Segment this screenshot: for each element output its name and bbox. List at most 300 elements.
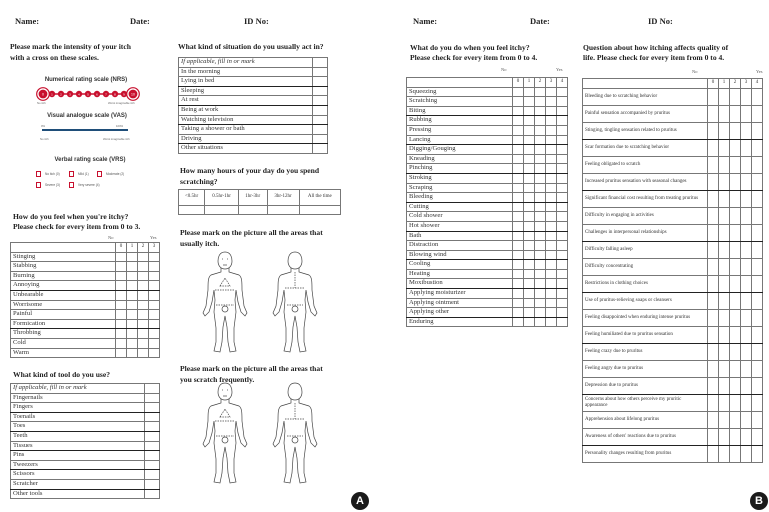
check-cell[interactable]	[313, 134, 328, 144]
rating-cell[interactable]	[116, 271, 127, 281]
rating-cell[interactable]	[116, 300, 127, 310]
check-cell[interactable]	[145, 412, 160, 422]
rating-cell[interactable]	[546, 279, 557, 289]
rating-cell[interactable]	[752, 343, 763, 360]
vrs-option[interactable]: No itch (0)	[36, 171, 60, 177]
rating-cell[interactable]	[557, 260, 568, 270]
rating-cell[interactable]	[557, 145, 568, 155]
rating-cell[interactable]	[513, 212, 524, 222]
rating-cell[interactable]	[535, 87, 546, 97]
rating-cell[interactable]	[557, 269, 568, 279]
nrs-point[interactable]	[67, 91, 73, 97]
rating-cell[interactable]	[730, 326, 741, 343]
rating-cell[interactable]	[557, 125, 568, 135]
rating-cell[interactable]	[127, 281, 138, 291]
rating-cell[interactable]	[546, 241, 557, 251]
rating-cell[interactable]	[513, 202, 524, 212]
check-cell[interactable]	[145, 393, 160, 403]
rating-cell[interactable]	[719, 343, 730, 360]
rating-cell[interactable]	[524, 87, 535, 97]
rating-cell[interactable]	[557, 183, 568, 193]
rating-cell[interactable]	[752, 360, 763, 377]
rating-cell[interactable]	[741, 309, 752, 326]
rating-cell[interactable]	[557, 97, 568, 107]
rating-cell[interactable]	[719, 156, 730, 173]
vrs-option[interactable]: Very severe (4)	[69, 182, 100, 188]
check-cell[interactable]	[145, 441, 160, 451]
rating-cell[interactable]	[149, 310, 160, 320]
rating-cell[interactable]	[546, 106, 557, 116]
body-back-figure[interactable]	[273, 383, 317, 483]
rating-cell[interactable]	[524, 202, 535, 212]
rating-cell[interactable]	[752, 190, 763, 207]
rating-cell[interactable]	[719, 445, 730, 462]
rating-cell[interactable]	[719, 377, 730, 394]
rating-cell[interactable]	[535, 145, 546, 155]
rating-cell[interactable]	[741, 139, 752, 156]
rating-cell[interactable]	[535, 250, 546, 260]
rating-cell[interactable]	[708, 258, 719, 275]
vrs-option[interactable]: Mild (1)	[69, 171, 89, 177]
rating-cell[interactable]	[513, 260, 524, 270]
rating-cell[interactable]	[149, 348, 160, 358]
rating-cell[interactable]	[535, 298, 546, 308]
rating-cell[interactable]	[513, 106, 524, 116]
rating-cell[interactable]	[546, 212, 557, 222]
rating-cell[interactable]	[138, 252, 149, 262]
rating-cell[interactable]	[741, 445, 752, 462]
rating-cell[interactable]	[546, 221, 557, 231]
rating-cell[interactable]	[719, 88, 730, 105]
rating-cell[interactable]	[535, 241, 546, 251]
rating-cell[interactable]	[730, 292, 741, 309]
rating-cell[interactable]	[524, 231, 535, 241]
rating-cell[interactable]	[513, 231, 524, 241]
rating-cell[interactable]	[730, 105, 741, 122]
rating-cell[interactable]	[535, 97, 546, 107]
rating-cell[interactable]	[535, 183, 546, 193]
nrs-point[interactable]	[85, 91, 91, 97]
rating-cell[interactable]	[127, 300, 138, 310]
nrs-point[interactable]	[103, 91, 109, 97]
rating-cell[interactable]	[730, 207, 741, 224]
rating-cell[interactable]	[524, 125, 535, 135]
hours-answer-cell[interactable]	[205, 206, 239, 215]
rating-cell[interactable]	[708, 377, 719, 394]
rating-cell[interactable]	[719, 394, 730, 411]
nrs-point[interactable]	[76, 91, 82, 97]
check-cell[interactable]	[145, 403, 160, 413]
rating-cell[interactable]	[535, 231, 546, 241]
rating-cell[interactable]	[752, 428, 763, 445]
rating-cell[interactable]	[557, 279, 568, 289]
rating-cell[interactable]	[719, 190, 730, 207]
check-cell[interactable]	[145, 489, 160, 499]
rating-cell[interactable]	[557, 116, 568, 126]
rating-cell[interactable]	[730, 428, 741, 445]
rating-cell[interactable]	[524, 289, 535, 299]
rating-cell[interactable]	[708, 241, 719, 258]
rating-cell[interactable]	[524, 298, 535, 308]
rating-cell[interactable]	[535, 154, 546, 164]
rating-cell[interactable]	[535, 193, 546, 203]
rating-cell[interactable]	[513, 135, 524, 145]
rating-cell[interactable]	[730, 343, 741, 360]
rating-cell[interactable]	[546, 289, 557, 299]
rating-cell[interactable]	[535, 125, 546, 135]
rating-cell[interactable]	[730, 156, 741, 173]
rating-cell[interactable]	[138, 300, 149, 310]
hours-answer-cell[interactable]	[239, 206, 268, 215]
rating-cell[interactable]	[708, 207, 719, 224]
hours-answer-cell[interactable]	[267, 206, 299, 215]
rating-cell[interactable]	[730, 258, 741, 275]
rating-cell[interactable]	[513, 87, 524, 97]
rating-cell[interactable]	[524, 183, 535, 193]
rating-cell[interactable]	[524, 116, 535, 126]
rating-cell[interactable]	[116, 252, 127, 262]
rating-cell[interactable]	[138, 348, 149, 358]
rating-cell[interactable]	[546, 308, 557, 318]
rating-cell[interactable]	[513, 298, 524, 308]
rating-cell[interactable]	[513, 221, 524, 231]
rating-cell[interactable]	[149, 262, 160, 272]
rating-cell[interactable]	[557, 317, 568, 327]
rating-cell[interactable]	[513, 279, 524, 289]
rating-cell[interactable]	[535, 279, 546, 289]
rating-cell[interactable]	[513, 173, 524, 183]
check-cell[interactable]	[145, 431, 160, 441]
rating-cell[interactable]	[557, 202, 568, 212]
check-cell[interactable]	[145, 384, 160, 394]
rating-cell[interactable]	[741, 241, 752, 258]
rating-cell[interactable]	[730, 139, 741, 156]
rating-cell[interactable]	[752, 394, 763, 411]
rating-cell[interactable]	[708, 173, 719, 190]
rating-cell[interactable]	[513, 97, 524, 107]
body-front-figure[interactable]	[203, 383, 247, 483]
rating-cell[interactable]	[719, 139, 730, 156]
rating-cell[interactable]	[752, 292, 763, 309]
rating-cell[interactable]	[719, 105, 730, 122]
body-scratch-diagram[interactable]	[185, 381, 335, 486]
rating-cell[interactable]	[546, 87, 557, 97]
rating-cell[interactable]	[127, 310, 138, 320]
rating-cell[interactable]	[708, 360, 719, 377]
rating-cell[interactable]	[730, 241, 741, 258]
rating-cell[interactable]	[546, 250, 557, 260]
rating-cell[interactable]	[708, 190, 719, 207]
rating-cell[interactable]	[752, 411, 763, 428]
rating-cell[interactable]	[752, 275, 763, 292]
rating-cell[interactable]	[708, 122, 719, 139]
rating-cell[interactable]	[557, 231, 568, 241]
rating-cell[interactable]	[546, 135, 557, 145]
rating-cell[interactable]	[535, 106, 546, 116]
rating-cell[interactable]	[752, 258, 763, 275]
rating-cell[interactable]	[524, 164, 535, 174]
rating-cell[interactable]	[708, 275, 719, 292]
rating-cell[interactable]	[149, 281, 160, 291]
rating-cell[interactable]	[730, 173, 741, 190]
nrs-point[interactable]	[94, 91, 100, 97]
rating-cell[interactable]	[546, 183, 557, 193]
rating-cell[interactable]	[138, 329, 149, 339]
rating-cell[interactable]	[127, 348, 138, 358]
rating-cell[interactable]	[557, 298, 568, 308]
rating-cell[interactable]	[752, 88, 763, 105]
rating-cell[interactable]	[535, 164, 546, 174]
rating-cell[interactable]	[513, 308, 524, 318]
rating-cell[interactable]	[752, 207, 763, 224]
rating-cell[interactable]	[149, 252, 160, 262]
nrs-point[interactable]	[49, 91, 55, 97]
rating-cell[interactable]	[741, 190, 752, 207]
rating-cell[interactable]	[546, 125, 557, 135]
rating-cell[interactable]	[741, 122, 752, 139]
rating-cell[interactable]	[741, 88, 752, 105]
nrs-point[interactable]	[127, 88, 140, 101]
rating-cell[interactable]	[752, 139, 763, 156]
rating-cell[interactable]	[708, 394, 719, 411]
rating-cell[interactable]	[741, 428, 752, 445]
rating-cell[interactable]	[524, 173, 535, 183]
vas-line[interactable]	[42, 129, 128, 131]
rating-cell[interactable]	[708, 292, 719, 309]
rating-cell[interactable]	[741, 156, 752, 173]
rating-cell[interactable]	[730, 394, 741, 411]
rating-cell[interactable]	[546, 269, 557, 279]
rating-cell[interactable]	[524, 97, 535, 107]
rating-cell[interactable]	[557, 289, 568, 299]
rating-cell[interactable]	[752, 377, 763, 394]
rating-cell[interactable]	[535, 212, 546, 222]
rating-cell[interactable]	[546, 202, 557, 212]
rating-cell[interactable]	[535, 289, 546, 299]
rating-cell[interactable]	[535, 317, 546, 327]
rating-cell[interactable]	[116, 338, 127, 348]
rating-cell[interactable]	[513, 241, 524, 251]
rating-cell[interactable]	[127, 271, 138, 281]
rating-cell[interactable]	[752, 156, 763, 173]
rating-cell[interactable]	[719, 326, 730, 343]
rating-cell[interactable]	[116, 290, 127, 300]
hours-answer-cell[interactable]	[179, 206, 205, 215]
rating-cell[interactable]	[149, 338, 160, 348]
rating-cell[interactable]	[752, 445, 763, 462]
rating-cell[interactable]	[708, 309, 719, 326]
rating-cell[interactable]	[546, 145, 557, 155]
rating-cell[interactable]	[708, 445, 719, 462]
check-cell[interactable]	[313, 77, 328, 87]
rating-cell[interactable]	[741, 258, 752, 275]
rating-cell[interactable]	[149, 271, 160, 281]
rating-cell[interactable]	[741, 394, 752, 411]
rating-cell[interactable]	[535, 269, 546, 279]
rating-cell[interactable]	[535, 308, 546, 318]
rating-cell[interactable]	[524, 193, 535, 203]
rating-cell[interactable]	[513, 269, 524, 279]
rating-cell[interactable]	[546, 116, 557, 126]
rating-cell[interactable]	[719, 428, 730, 445]
rating-cell[interactable]	[719, 360, 730, 377]
rating-cell[interactable]	[741, 173, 752, 190]
rating-cell[interactable]	[138, 290, 149, 300]
rating-cell[interactable]	[730, 360, 741, 377]
vrs-option[interactable]: Severe (3)	[36, 182, 60, 188]
rating-cell[interactable]	[127, 329, 138, 339]
rating-cell[interactable]	[524, 135, 535, 145]
rating-cell[interactable]	[138, 310, 149, 320]
rating-cell[interactable]	[546, 260, 557, 270]
rating-cell[interactable]	[524, 154, 535, 164]
rating-cell[interactable]	[557, 250, 568, 260]
rating-cell[interactable]	[524, 212, 535, 222]
rating-cell[interactable]	[708, 88, 719, 105]
rating-cell[interactable]	[719, 173, 730, 190]
rating-cell[interactable]	[741, 275, 752, 292]
check-cell[interactable]	[313, 115, 328, 125]
nrs-scale[interactable]	[36, 87, 140, 101]
rating-cell[interactable]	[708, 139, 719, 156]
rating-cell[interactable]	[546, 193, 557, 203]
rating-cell[interactable]	[730, 275, 741, 292]
rating-cell[interactable]	[741, 292, 752, 309]
check-cell[interactable]	[313, 96, 328, 106]
rating-cell[interactable]	[557, 135, 568, 145]
rating-cell[interactable]	[557, 212, 568, 222]
rating-cell[interactable]	[719, 224, 730, 241]
check-cell[interactable]	[313, 125, 328, 135]
rating-cell[interactable]	[116, 281, 127, 291]
rating-cell[interactable]	[557, 173, 568, 183]
rating-cell[interactable]	[730, 377, 741, 394]
rating-cell[interactable]	[708, 156, 719, 173]
rating-cell[interactable]	[557, 87, 568, 97]
hours-answer-cell[interactable]	[299, 206, 340, 215]
nrs-point[interactable]	[37, 88, 50, 101]
rating-cell[interactable]	[741, 224, 752, 241]
rating-cell[interactable]	[535, 260, 546, 270]
rating-cell[interactable]	[535, 173, 546, 183]
rating-cell[interactable]	[535, 221, 546, 231]
rating-cell[interactable]	[535, 135, 546, 145]
rating-cell[interactable]	[719, 275, 730, 292]
rating-cell[interactable]	[524, 241, 535, 251]
rating-cell[interactable]	[513, 183, 524, 193]
nrs-point[interactable]	[58, 91, 64, 97]
check-cell[interactable]	[145, 422, 160, 432]
rating-cell[interactable]	[513, 193, 524, 203]
rating-cell[interactable]	[513, 317, 524, 327]
rating-cell[interactable]	[719, 122, 730, 139]
rating-cell[interactable]	[513, 154, 524, 164]
rating-cell[interactable]	[730, 411, 741, 428]
rating-cell[interactable]	[149, 290, 160, 300]
rating-cell[interactable]	[513, 145, 524, 155]
rating-cell[interactable]	[138, 271, 149, 281]
rating-cell[interactable]	[138, 281, 149, 291]
rating-cell[interactable]	[116, 329, 127, 339]
rating-cell[interactable]	[741, 207, 752, 224]
check-cell[interactable]	[145, 451, 160, 461]
rating-cell[interactable]	[741, 326, 752, 343]
rating-cell[interactable]	[557, 193, 568, 203]
rating-cell[interactable]	[149, 300, 160, 310]
body-back-figure[interactable]	[273, 252, 317, 352]
rating-cell[interactable]	[149, 329, 160, 339]
check-cell[interactable]	[145, 470, 160, 480]
rating-cell[interactable]	[730, 190, 741, 207]
rating-cell[interactable]	[546, 97, 557, 107]
rating-cell[interactable]	[116, 319, 127, 329]
rating-cell[interactable]	[513, 125, 524, 135]
check-cell[interactable]	[313, 144, 328, 154]
rating-cell[interactable]	[719, 309, 730, 326]
rating-cell[interactable]	[752, 105, 763, 122]
rating-cell[interactable]	[535, 116, 546, 126]
rating-cell[interactable]	[752, 224, 763, 241]
rating-cell[interactable]	[138, 338, 149, 348]
rating-cell[interactable]	[138, 262, 149, 272]
rating-cell[interactable]	[546, 173, 557, 183]
rating-cell[interactable]	[513, 164, 524, 174]
check-cell[interactable]	[313, 86, 328, 96]
rating-cell[interactable]	[513, 289, 524, 299]
rating-cell[interactable]	[708, 224, 719, 241]
rating-cell[interactable]	[752, 241, 763, 258]
rating-cell[interactable]	[708, 326, 719, 343]
rating-cell[interactable]	[546, 317, 557, 327]
rating-cell[interactable]	[719, 411, 730, 428]
body-itch-diagram[interactable]	[185, 250, 335, 355]
rating-cell[interactable]	[546, 231, 557, 241]
rating-cell[interactable]	[513, 116, 524, 126]
rating-cell[interactable]	[719, 258, 730, 275]
rating-cell[interactable]	[116, 348, 127, 358]
rating-cell[interactable]	[719, 292, 730, 309]
nrs-point[interactable]	[112, 91, 118, 97]
rating-cell[interactable]	[524, 317, 535, 327]
rating-cell[interactable]	[557, 164, 568, 174]
rating-cell[interactable]	[730, 122, 741, 139]
rating-cell[interactable]	[741, 343, 752, 360]
check-cell[interactable]	[145, 479, 160, 489]
rating-cell[interactable]	[752, 326, 763, 343]
rating-cell[interactable]	[708, 411, 719, 428]
check-cell[interactable]	[145, 460, 160, 470]
rating-cell[interactable]	[116, 262, 127, 272]
rating-cell[interactable]	[524, 279, 535, 289]
rating-cell[interactable]	[730, 309, 741, 326]
rating-cell[interactable]	[741, 105, 752, 122]
rating-cell[interactable]	[730, 224, 741, 241]
rating-cell[interactable]	[752, 173, 763, 190]
check-cell[interactable]	[313, 67, 328, 77]
rating-cell[interactable]	[741, 411, 752, 428]
rating-cell[interactable]	[546, 164, 557, 174]
rating-cell[interactable]	[708, 105, 719, 122]
rating-cell[interactable]	[719, 207, 730, 224]
rating-cell[interactable]	[546, 298, 557, 308]
rating-cell[interactable]	[741, 377, 752, 394]
rating-cell[interactable]	[127, 338, 138, 348]
rating-cell[interactable]	[127, 319, 138, 329]
rating-cell[interactable]	[524, 250, 535, 260]
vrs-option[interactable]: Moderate (2)	[97, 171, 124, 177]
rating-cell[interactable]	[524, 260, 535, 270]
rating-cell[interactable]	[535, 202, 546, 212]
